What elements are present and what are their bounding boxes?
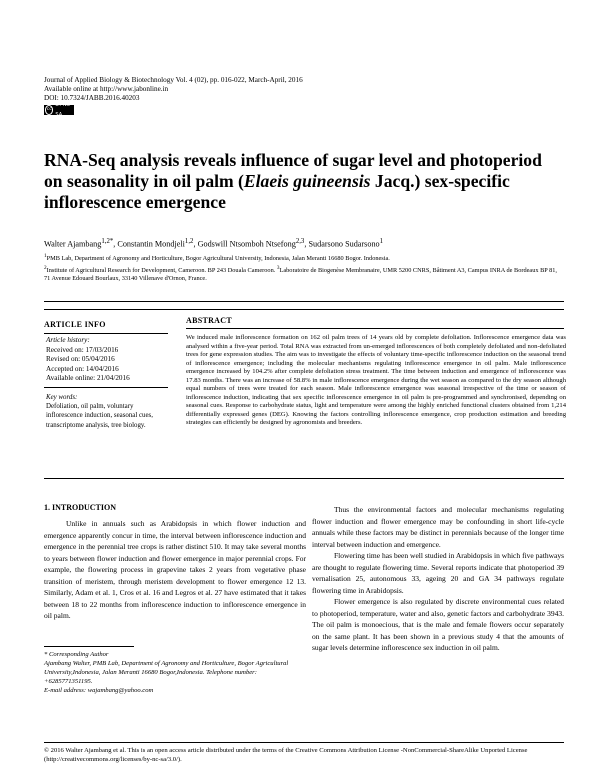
keywords: [46, 393, 168, 430]
license-text[interactable]: © 2016 Walter Ajambang et al. This is an open access article distributed under the terms of the Creative Commons Attribution License -NonCommercial-ShareAlike Unported License (http://creativecommons.org/licenses/by-nc-sa/3.0/).: [44, 747, 528, 763]
creative-commons-icon: cc: [45, 105, 53, 115]
article-history: [46, 336, 168, 384]
journal-citation: Journal of Applied Biology & Biotechnology Vol. 4 (02), pp. 016-022, March-April, 2016: [44, 76, 303, 84]
author-sup: 2,3: [295, 238, 305, 245]
affiliation-1: PMB Lab, Department of Agronomy and Horticulture, Bogor Agricultural University, Indonesia, Jalan Meranti 16680 Bogor. Indonesia.: [46, 255, 390, 263]
affil-sup: 1: [44, 253, 47, 259]
received-date: Received on: 17/03/2016: [46, 345, 119, 354]
history-label: Article history:: [46, 336, 90, 344]
left-column: [44, 518, 306, 622]
corresponding-author-footnote: [44, 650, 306, 695]
top-divider-2: [44, 309, 564, 310]
paragraph: Unlike in annuals such as Arabidopsis in which flower induction and emergence apparently concur in time, the interval between inflorescence induction and emergence in the perennial tree crops is rather distinct 510. It may take several months to years between flower induction and flower emergence in major perennial crops. For example, the flowering process in grapevine takes 2 years from vegetative phase transition of meristem, through meristem development to flower emergence 12 13. Similarly, Adam et al. 1, Cros et al. 16 and Legros et al. 27 have estimated that it takes between 18 to 22 months from inflorescence induction to inflorescence emergence in oil palm.: [44, 519, 306, 620]
right-column: [312, 504, 564, 654]
affiliation-3: Laboratoire de Biogenèse Membranaire, UMR 5200 CNRS, Bâtiment A3, Campus INRA de Bordeaux BP 81, 71 Avenue Edouard Bourlaux, 33140 Villenave d'Ornon, France.: [44, 266, 557, 282]
article-info-heading: ARTICLE INFO: [44, 320, 168, 334]
author-list: Walter Ajambang$^{1,2*}$, Constantin Mondjeli$^{1,2}$, Godswill Ntsomboh Ntsefong$^{2,3}$, Sudarsono Sudarsono$^1$: [44, 238, 384, 249]
revised-date: Revised on: 05/04/2016: [46, 355, 115, 364]
top-divider: [44, 301, 564, 302]
journal-url[interactable]: Available online at http://www.jabonline.in: [44, 85, 169, 94]
abstract-divider: [186, 328, 564, 329]
paragraph: Thus the environmental factors and molecular mechanisms regulating flower induction and flower emergence may be confounding in short life-cycle annuals while these factors may be distinct in perennials because of the longer time interval between induction and emergence.: [312, 505, 564, 549]
title-part2: Jacq.) sex-specific inflorescence emergence: [44, 171, 510, 212]
title-species: Elaeis guineensis: [243, 171, 371, 191]
footnote-label: * Corresponding Author: [44, 651, 109, 658]
affil-sup: 2: [44, 264, 47, 271]
author-sup: 1,2: [184, 238, 194, 245]
journal-doi[interactable]: DOI: 10.7324/JABB.2016.40203: [44, 94, 140, 103]
accepted-date: Accepted on: 14/04/2016: [46, 364, 119, 373]
footnote-email[interactable]: E-mail address: wajambang@yahoo.com: [44, 687, 154, 694]
bottom-divider: [44, 478, 564, 479]
abstract-text: We induced male inflorescence formation on 162 oil palm trees of 14 years old by complete defoliation. Inflorescence emergence data was analysed within a five-year period. Total RNA was extracted from un-emerged inflorescences of both completely defoliated and non-defoliated trees for gene expression studies. The aim was to investigate the effects of voluntary time-specific inflorescence induction on the seasonal trend of inflorescence emergence; including the molecular mechanisms regulating inflorescence emergence in oil palm. Male inflorescence emergence increased by 104.2% after complete defoliation stress treatment. The time between induction and emergence of inflorescence was 17.83 months. There was an increase of 58.8% in male inflorescence emergence during the wet season as compared to the dry season although equal numbers of trees were treated for each season. Male inflorescence emergence was seasonal irrespective of the time or season of inflorescence induction, indicating that sex specific inflorescence emergence in oil palm is pre-programmed and synchronised, depending on seasonal cues. Response to carbohydrate status, light and temperature were among the highly enriched functional clusters obtained from 1,214 differentially expressed genes (DEG). Knowing the factors controlling inflorescence emergence, crop production estimation and breeding strategies can efficiently be designed by agronomists and breeders.: [186, 334, 566, 426]
journal-info: [44, 76, 303, 104]
paragraph: Flower emergence is also regulated by discrete environmental cues related to photoperiod, temperature, water and also, genetic factors and carbohydrate 3943. The oil palm is monoecious, that is the male and female flowers occur separately on the same plant. It has been shown in a previous study 4 that the amounts of sugar levels determine inflorescence sex induction in oil palm.: [312, 597, 564, 652]
title-part1: RNA-Seq analysis reveals influence of sugar level and photoperiod on seasonality in oil palm (: [44, 150, 542, 191]
keywords-label: Key words:: [46, 394, 78, 401]
introduction-heading: 1. INTRODUCTION: [44, 503, 117, 512]
cc-badge-label: BY-NC-SA: [55, 102, 72, 118]
paragraph: Flowering time has been well studied in Arabidopsis in which five pathways are thought to regulate flowering time. Several reports indicate that photoperiod 39 vernalisation 25, autonomous 33, ageing 20 and GA 34 pathways regulate flowering time in Arabidopsis.: [312, 551, 564, 595]
footnote-divider: [44, 646, 134, 647]
author-name: Constantin Mondjeli: [117, 239, 185, 249]
article-info-divider: [44, 387, 168, 388]
affiliations: [44, 252, 564, 283]
affil-sup: 3: [276, 264, 280, 271]
author-name: Sudarsono Sudarsono: [308, 239, 380, 249]
abstract-heading: ABSTRACT: [186, 316, 232, 325]
paper-title: [44, 150, 564, 213]
license-divider: [44, 742, 564, 743]
available-date: Available online: 21/04/2016: [46, 374, 130, 383]
author-name: Godswill Ntsomboh Ntsefong: [197, 239, 296, 249]
cc-license-badge[interactable]: [44, 102, 74, 118]
author-sup: 1,2*: [101, 238, 114, 245]
affiliation-2: Institute of Agricultural Research for Development, Cameroon. BP 243 Douala Cameroon.: [46, 266, 276, 274]
author-name: Walter Ajambang: [44, 239, 102, 249]
author-sup: 1: [379, 238, 384, 245]
footnote-address: Ajambang Walter, PMB Lab, Department of Agronomy and Horticulture, Bogor Agricultural University,Indonesia, Jalan Meranti 16680 Bogor,Indonesia. Telephone number: +6285771351195.: [44, 660, 289, 685]
keywords-list: Defoliation, oil palm, voluntary inflorescence induction, seasonal cues, transcriptome analysis, tree biology.: [46, 403, 153, 429]
